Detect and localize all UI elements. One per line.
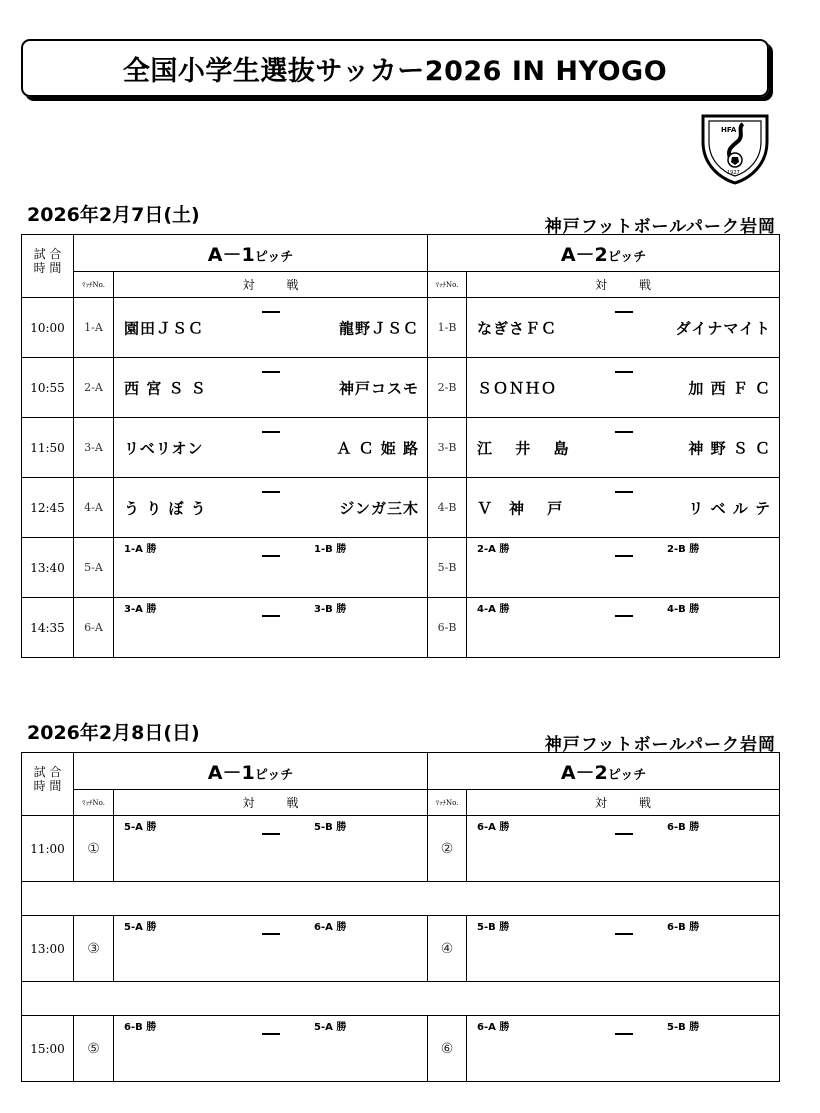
taisen-header (467, 790, 780, 816)
day2-venue: 神戸フットボールパーク岩岡 (544, 735, 776, 755)
table-row (22, 358, 780, 418)
pitch-a2-small: ピッチ (607, 249, 647, 265)
pitch-a1-header (74, 753, 428, 790)
team-right: Ａ Ｃ 姫 路 (336, 439, 420, 457)
match-number: 6-A (74, 598, 114, 658)
logo-year: 1927 (727, 170, 740, 176)
taisen-char2: 戦 (639, 278, 652, 292)
team-left: ＳＯＮＨＯ (477, 379, 558, 397)
day2-date: 2026年2月8日(日) (27, 722, 200, 744)
vs-dash (262, 311, 280, 313)
vs-dash (262, 371, 280, 373)
pitch-a2-header (428, 753, 780, 790)
winner-slot-right: 5-B 勝 (314, 822, 347, 833)
pitch-a2-main: A－2 (560, 761, 608, 784)
match-time: 10:00 (22, 298, 74, 358)
winner-slot-left: 5-B 勝 (477, 922, 510, 933)
team-left: Ｖ 神 戸 (477, 499, 564, 517)
pitch-a2-main: A－2 (560, 243, 608, 266)
winner-slot-left: 6-A 勝 (477, 822, 510, 833)
title-box (21, 39, 769, 97)
match-cell (114, 358, 428, 418)
winner-slot-left: 4-A 勝 (477, 604, 510, 615)
taisen-header (114, 790, 428, 816)
time-header (22, 753, 74, 816)
taisen-char1: 対 (595, 796, 608, 810)
vs-dash (615, 833, 633, 835)
vs-dash (615, 311, 633, 313)
winner-slot-left: 5-A 勝 (124, 922, 157, 933)
pitch-a1-small: ピッチ (254, 249, 294, 265)
match-number: 1-A (74, 298, 114, 358)
match-cell (467, 598, 780, 658)
match-cell (467, 478, 780, 538)
match-time: 10:55 (22, 358, 74, 418)
match-time: 13:00 (22, 916, 74, 982)
taisen-char2: 戦 (286, 796, 299, 810)
match-cell (114, 598, 428, 658)
match-number: ④ (428, 916, 467, 982)
time-header-line2: 時 間 (33, 779, 62, 793)
table-row (22, 538, 780, 598)
pitch-a1-header (74, 235, 428, 272)
winner-slot-left: 3-A 勝 (124, 604, 157, 615)
match-number: ② (428, 816, 467, 882)
taisen-header (114, 272, 428, 298)
pitch-a2-header (428, 235, 780, 272)
hfa-logo (697, 112, 773, 186)
team-right: 龍野ＪＳＣ (339, 319, 420, 337)
winner-slot-left: 2-A 勝 (477, 544, 510, 555)
match-time: 12:45 (22, 478, 74, 538)
team-left: う り ぼ う (124, 499, 207, 517)
match-cell (467, 298, 780, 358)
match-cell (114, 418, 428, 478)
team-right: 神戸コスモ (339, 379, 420, 397)
pitch-a1-main: A－1 (207, 761, 255, 784)
pitch-a2-small: ピッチ (607, 767, 647, 783)
vs-dash (615, 555, 633, 557)
match-cell (114, 538, 428, 598)
match-time: 13:40 (22, 538, 74, 598)
time-header-line1: 試 合 (33, 765, 62, 779)
team-right: 神 野 Ｓ Ｃ (688, 439, 772, 457)
taisen-char1: 対 (242, 278, 255, 292)
winner-slot-left: 1-A 勝 (124, 544, 157, 555)
vs-dash (262, 1033, 280, 1035)
team-left: 園田ＪＳＣ (124, 319, 205, 337)
winner-slot-left: 5-A 勝 (124, 822, 157, 833)
team-left: リベリオン (124, 439, 204, 457)
match-number: 2-A (74, 358, 114, 418)
vs-dash (615, 1033, 633, 1035)
break-row (22, 982, 780, 1016)
time-header-line1: 試 合 (33, 247, 62, 261)
day1-schedule-table (21, 234, 780, 658)
taisen-char2: 戦 (639, 796, 652, 810)
day2-schedule-table (21, 752, 780, 1082)
winner-slot-left: 6-A 勝 (477, 1022, 510, 1033)
vs-dash (615, 615, 633, 617)
vs-dash (262, 933, 280, 935)
vs-dash (615, 431, 633, 433)
vs-dash (262, 833, 280, 835)
match-cell (467, 816, 780, 882)
winner-slot-right: 5-B 勝 (667, 1022, 700, 1033)
match-number: 2-B (428, 358, 467, 418)
taisen-char2: 戦 (286, 278, 299, 292)
table-row (22, 1016, 780, 1082)
match-cell (467, 1016, 780, 1082)
team-right: ジンガ三木 (339, 499, 420, 517)
winner-slot-right: 3-B 勝 (314, 604, 347, 615)
match-number: 3-A (74, 418, 114, 478)
match-cell (467, 418, 780, 478)
table-row (22, 916, 780, 982)
winner-slot-right: 6-A 勝 (314, 922, 347, 933)
match-cell (114, 816, 428, 882)
match-number: ① (74, 816, 114, 882)
match-cell (467, 916, 780, 982)
team-right: ダイナマイト (675, 319, 772, 337)
page-title: 全国小学生選抜サッカー2026 IN HYOGO (122, 55, 668, 87)
winner-slot-right: 6-B 勝 (667, 922, 700, 933)
winner-slot-right: 4-B 勝 (667, 604, 700, 615)
table-row (22, 816, 780, 882)
match-cell (467, 538, 780, 598)
vs-dash (615, 933, 633, 935)
vs-dash (615, 371, 633, 373)
match-time: 11:00 (22, 816, 74, 882)
match-number: 4-A (74, 478, 114, 538)
winner-slot-right: 2-B 勝 (667, 544, 700, 555)
vs-dash (262, 615, 280, 617)
table-row (22, 418, 780, 478)
match-number: 5-B (428, 538, 467, 598)
team-left: 江 井 島 (477, 439, 570, 457)
match-cell (114, 298, 428, 358)
winner-slot-right: 6-B 勝 (667, 822, 700, 833)
table-row (22, 298, 780, 358)
match-number: ⑥ (428, 1016, 467, 1082)
pitch-a1-small: ピッチ (254, 767, 294, 783)
match-cell (114, 916, 428, 982)
taisen-header (467, 272, 780, 298)
vs-dash (262, 491, 280, 493)
team-left: なぎさＦＣ (477, 319, 558, 337)
time-header (22, 235, 74, 298)
team-left: 西 宮 Ｓ Ｓ (124, 379, 207, 397)
table-row (22, 598, 780, 658)
match-number: ③ (74, 916, 114, 982)
day1-venue: 神戸フットボールパーク岩岡 (544, 217, 776, 237)
vs-dash (615, 491, 633, 493)
taisen-char1: 対 (595, 278, 608, 292)
team-right: リ ベ ル テ (688, 499, 772, 517)
taisen-char1: 対 (242, 796, 255, 810)
logo-text: HFA (721, 126, 737, 134)
vs-dash (262, 555, 280, 557)
match-cell (114, 1016, 428, 1082)
team-right: 加 西 Ｆ Ｃ (688, 379, 772, 397)
match-number: 6-B (428, 598, 467, 658)
break-cell (22, 982, 780, 1016)
match-number: 4-B (428, 478, 467, 538)
match-time: 11:50 (22, 418, 74, 478)
pitch-a1-main: A－1 (207, 243, 255, 266)
vs-dash (262, 431, 280, 433)
match-cell (467, 358, 780, 418)
winner-slot-left: 6-B 勝 (124, 1022, 157, 1033)
match-no-header: ﾏｯﾁNo. (74, 272, 114, 298)
match-no-header: ﾏｯﾁNo. (428, 272, 467, 298)
break-row (22, 882, 780, 916)
match-number: 5-A (74, 538, 114, 598)
match-time: 14:35 (22, 598, 74, 658)
winner-slot-right: 1-B 勝 (314, 544, 347, 555)
table-row (22, 478, 780, 538)
match-number: ⑤ (74, 1016, 114, 1082)
match-no-header: ﾏｯﾁNo. (428, 790, 467, 816)
time-header-line2: 時 間 (33, 261, 62, 275)
match-time: 15:00 (22, 1016, 74, 1082)
match-number: 3-B (428, 418, 467, 478)
winner-slot-right: 5-A 勝 (314, 1022, 347, 1033)
match-cell (114, 478, 428, 538)
match-number: 1-B (428, 298, 467, 358)
match-no-header: ﾏｯﾁNo. (74, 790, 114, 816)
day1-date: 2026年2月7日(土) (27, 204, 200, 226)
break-cell (22, 882, 780, 916)
